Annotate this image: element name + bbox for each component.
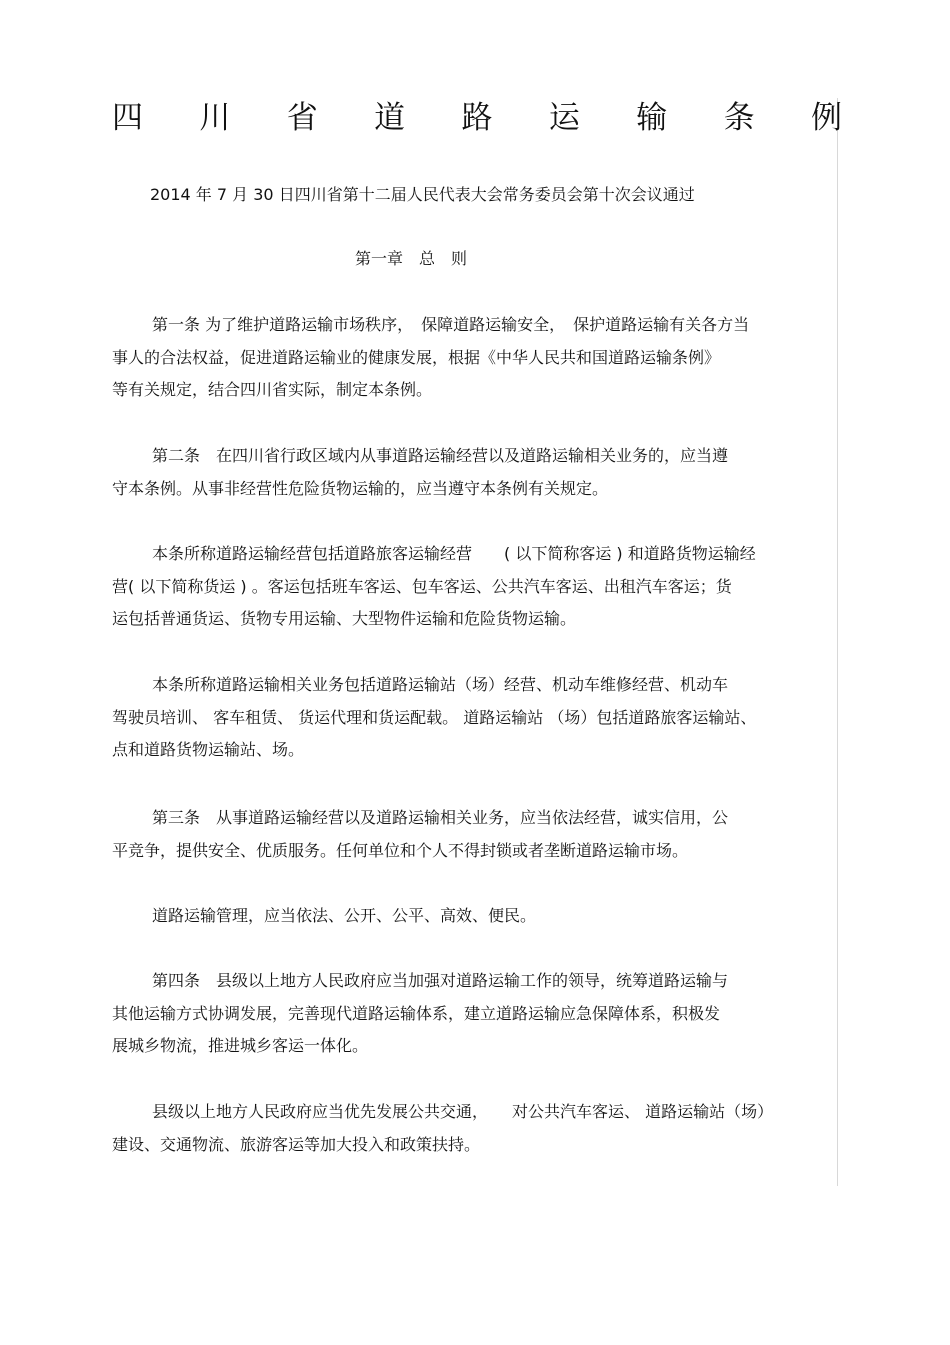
text-line: 第三条 从事道路运输经营以及道路运输相关业务，应当依法经营，诚实信用，公 <box>152 808 729 827</box>
text-line: 本条所称道路运输经营包括道路旅客运输经营 ( 以下简称客运 ) 和道路货物运输经 <box>152 544 756 563</box>
paragraph-article-2-related <box>112 669 756 767</box>
paragraph-article-4 <box>112 965 728 1063</box>
paragraph-article-4-transit <box>112 1096 773 1161</box>
title-char: 省 <box>286 100 318 136</box>
text-line: 运包括普通货运、货物专用运输、大型物件运输和危险货物运输。 <box>112 609 577 628</box>
text-line: 其他运输方式协调发展，完善现代道路运输体系，建立道路运输应急保障体系，积极发 <box>112 1003 721 1023</box>
text-line: 本条所称道路运输相关业务包括道路运输站（场）经营、机动车维修经营、机动车 <box>152 675 729 694</box>
text-line: 展城乡物流，推进城乡客运一体化。 <box>112 1036 369 1055</box>
paragraph-article-1 <box>112 309 749 407</box>
text-line: 驾驶员培训、 客车租赁、 货运代理和货运配载。 道路运输站 （场）包括道路旅客运输站、 <box>112 707 757 727</box>
document-title <box>112 98 842 138</box>
title-char: 输 <box>636 100 668 136</box>
text-line: 建设、交通物流、旅游客运等加大投入和政策扶持。 <box>112 1134 481 1154</box>
text-line: 营( 以下简称货运 ) 。客运包括班车客运、包车客运、公共汽车客运、出租汽车客运；货 <box>112 576 732 596</box>
title-char: 运 <box>548 100 580 136</box>
title-char: 道 <box>374 100 406 136</box>
text-line: 守本条例。从事非经营性危险货物运输的，应当遵守本条例有关规定。 <box>112 478 609 498</box>
text-line: 平竞争，提供安全、优质服务。任何单位和个人不得封锁或者垄断道路运输市场。 <box>112 840 689 860</box>
page-edge-rule <box>837 98 838 1186</box>
text-line: 第一条 为了维护道路运输市场秩序， 保障道路运输安全， 保护道路运输有关各方当 <box>152 315 750 334</box>
text-line: 第二条 在四川省行政区域内从事道路运输经营以及道路运输相关业务的，应当遵 <box>152 446 729 465</box>
text-line: 等有关规定，结合四川省实际，制定本条例。 <box>112 380 433 399</box>
title-char: 条 <box>723 100 755 136</box>
adoption-note: 2014 年 7 月 30 日四川省第十二届人民代表大会常务委员会第十次会议通过 <box>150 185 695 204</box>
paragraph-article-2 <box>112 440 728 505</box>
title-char: 例 <box>811 100 842 136</box>
text-line: 道路运输管理，应当依法、公开、公平、高效、便民。 <box>152 906 537 925</box>
paragraph-article-2-scope <box>112 538 756 636</box>
paragraph-article-3 <box>112 802 728 867</box>
title-char: 路 <box>461 100 493 136</box>
text-line: 点和道路货物运输站、场。 <box>112 740 305 759</box>
chapter-heading: 第一章 总 则 <box>355 249 468 268</box>
title-char: 川 <box>199 100 231 136</box>
text-line: 县级以上地方人民政府应当优先发展公共交通， 对公共汽车客运、 道路运输站（场） <box>152 1102 774 1121</box>
text-line: 事人的合法权益，促进道路运输业的健康发展，根据《中华人民共和国道路运输条例》 <box>112 347 721 367</box>
text-line: 第四条 县级以上地方人民政府应当加强对道路运输工作的领导，统筹道路运输与 <box>152 971 729 990</box>
paragraph-article-3-principles <box>112 900 536 933</box>
title-char: 四 <box>112 100 143 136</box>
